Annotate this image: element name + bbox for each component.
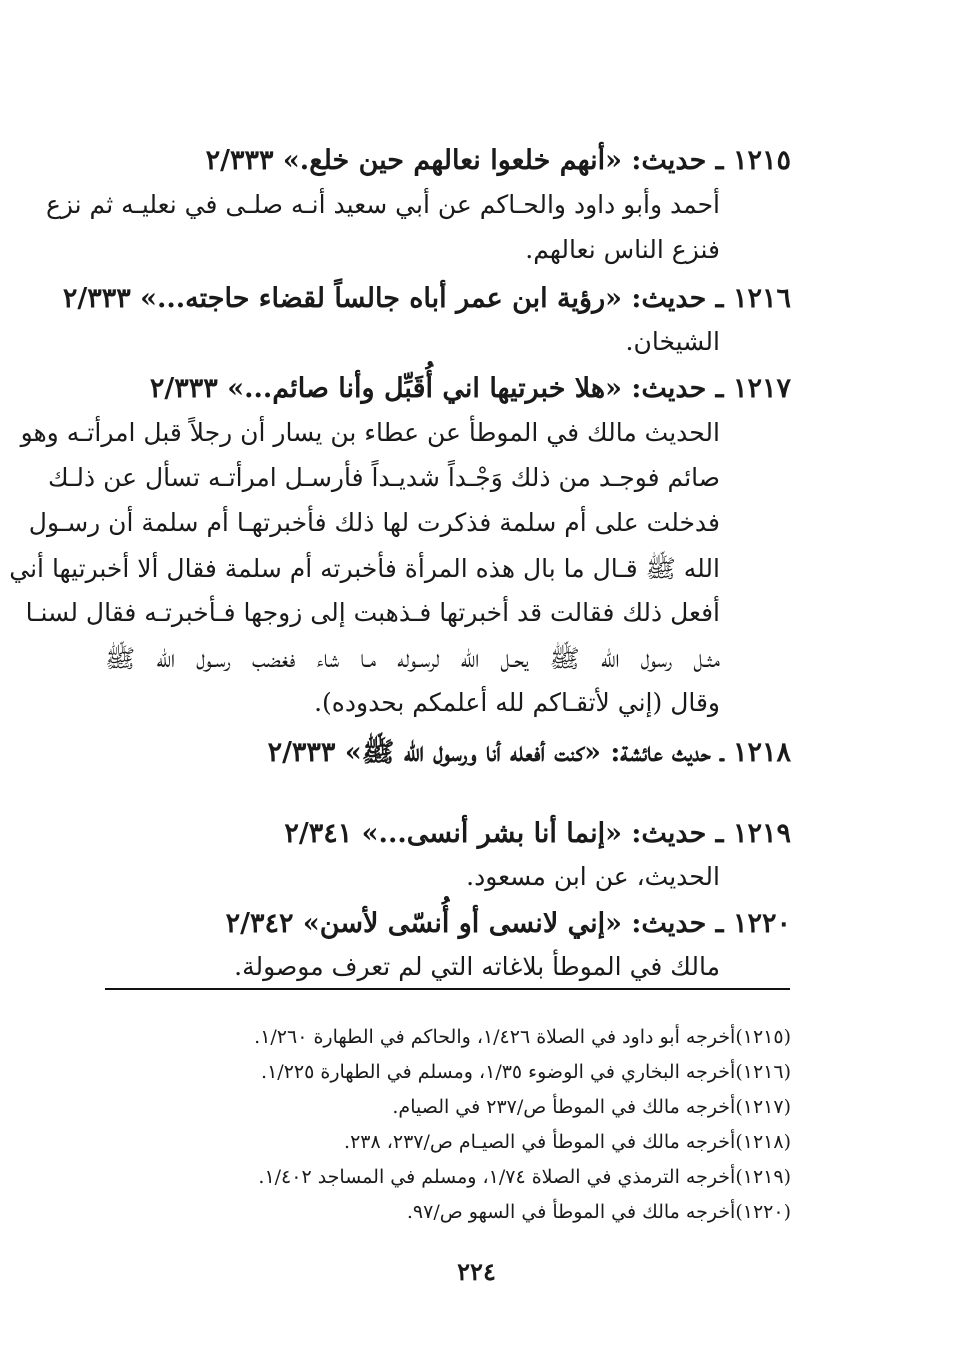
hadith-source-line: أحمد وأبو داود والحـاكم عن أبي سعيد أنـه صلـى في نعليـه ثم نزع <box>45 190 720 219</box>
hadith-heading-1218: ١٢١٨ ـ حديث عائشة: «كنت أفعله أنا ورسول الله ﷺ» ٢/٣٣٣ <box>267 737 791 768</box>
hadith-source-line: صائم فوجـد من ذلك وَجْـداً شديـداً فأرسـل امرأتـه تسأل عن ذلـك <box>48 463 720 492</box>
footnote: (١٢١٧)أخرجه مالك في الموطأ ص/٢٣٧ في الصيام. <box>392 1096 791 1118</box>
hadith-heading-1215: ١٢١٥ ـ حديث: «أنهم خلعوا نعالهم حين خلع.» ٢/٣٣٣ <box>205 145 791 176</box>
footnote-divider <box>105 988 790 990</box>
hadith-heading-1220: ١٢٢٠ ـ حديث: «إني لانسى أو أُنسّى لأسن» ٢/٣٤٢ <box>225 908 791 939</box>
footnote: (١٢١٦)أخرجه البخاري في الوضوء ١/٣٥، ومسلم في الطهارة ١/٢٢٥. <box>261 1061 791 1083</box>
hadith-source-line: أفعل ذلك فقالت قد أخبرتها فـذهبت إلى زوجها فـأخبرتـه فقال لسنـا <box>25 598 720 627</box>
hadith-source-line: وقال (إني لأتقـاكم لله أعلمكم بحدوده). <box>314 688 720 717</box>
hadith-heading-1217: ١٢١٧ ـ حديث: «هلا خبرتيها اني أُقَبِّل وأنا صائم...» ٢/٣٣٣ <box>149 373 791 404</box>
footnote: (١٢٢٠)أخرجه مالك في الموطأ في السهو ص/٩٧. <box>406 1201 791 1223</box>
hadith-source-line: مثـل رسول الله ﷺ يحـل الله لرسـوله مـا شاء فغضب رسـول الله ﷺ <box>105 644 720 673</box>
hadith-source-line: فنزع الناس نعالهم. <box>525 235 720 264</box>
hadith-source-line: الله ﷺ قـال ما بال هذه المرأة فأخبرته أم سلمة فقال ألا أخبرتيها أني <box>9 554 720 583</box>
hadith-source-line: فدخلت على أم سلمة فذكرت لها ذلك فأخبرتهـا أم سلمة أن رسـول <box>28 508 720 537</box>
page-number: ٢٢٤ <box>457 1257 496 1286</box>
hadith-heading-1216: ١٢١٦ ـ حديث: «رؤية ابن عمر أباه جالساً لقضاء حاجته...» ٢/٣٣٣ <box>62 283 791 314</box>
hadith-source-line: الحديث مالك في الموطأ عن عطاء بن يسار أن رجلاً قبل امرأتـه وهو <box>20 418 720 447</box>
footnote: (١٢١٥)أخرجه أبو داود في الصلاة ١/٤٢٦، والحاكم في الطهارة ١/٢٦٠. <box>254 1026 791 1048</box>
footnote: (١٢١٩)أخرجه الترمذي في الصلاة ١/٧٤، ومسلم في المساجد ١/٤٠٢. <box>258 1166 791 1188</box>
footnote: (١٢١٨)أخرجه مالك في الموطأ في الصيـام ص/٢٣٧، ٢٣٨. <box>344 1131 791 1153</box>
hadith-source-line: الحديث، عن ابن مسعود. <box>466 862 720 891</box>
hadith-heading-1219: ١٢١٩ ـ حديث: «إنما أنا بشر أنسى...» ٢/٣٤١ <box>284 818 791 849</box>
hadith-source-line: الشيخان. <box>625 327 720 356</box>
hadith-source-line: مالك في الموطأ بلاغاته التي لم تعرف موصولة. <box>234 952 720 981</box>
